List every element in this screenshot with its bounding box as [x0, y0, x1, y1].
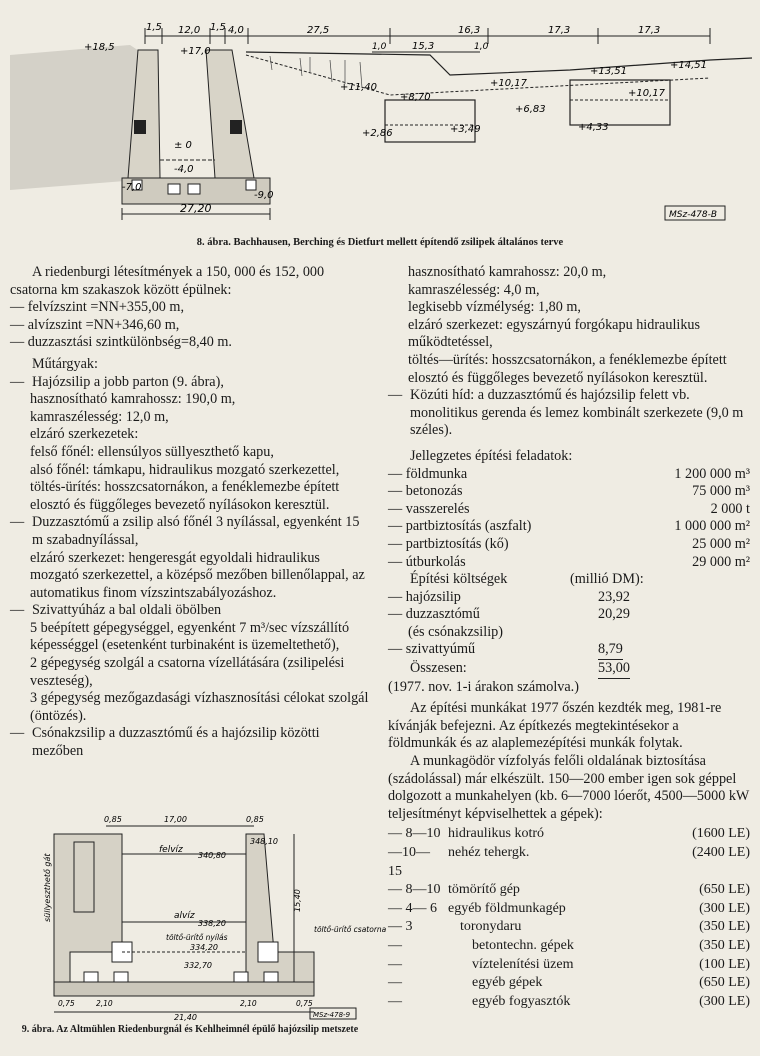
machine-label: egyéb gépek [472, 975, 543, 991]
fig8-width: 27,20 [180, 202, 212, 215]
total-label: Összesen: [410, 660, 467, 677]
level-5: +10,17 [490, 78, 528, 89]
boat-line: elzáró szerkezet: egyszárnyú forgókapu hidraulikus működtetéssel, [408, 316, 701, 351]
machine-count: — [388, 956, 402, 972]
machine-row [388, 881, 750, 900]
dim-sub-3: 1,0 [474, 42, 489, 52]
machine-power: (350 LE) [699, 937, 750, 953]
level-4: +8,70 [400, 92, 431, 103]
machine-row [388, 993, 750, 1012]
cost-value: 23,92 [598, 588, 630, 605]
machine-power: (300 LE) [699, 900, 750, 916]
fig9-ref: MSz-478-9 [313, 1011, 351, 1019]
paragraph-2: A munkagödör vízfolyás felőli oldalának biztosítása (szádolással) már elkészült. 150—200 ember igen sok géppel dolgozott a munkahelyen (kb. 6—7000 lóerőt, 4500—5000 kW teljesítményt képviselhettek a gépek): [388, 753, 750, 822]
task-value: 25 000 m² [692, 535, 750, 552]
machine-power: (100 LE) [699, 956, 750, 972]
level-9: +13,51 [590, 66, 628, 77]
machine-count: — 3 [388, 919, 413, 935]
task-row [388, 501, 750, 519]
left-gate-label: süllyeszthető gát [43, 853, 52, 922]
canal-label: töltő-ürítő csatorna [314, 925, 387, 934]
level-1: +18,5 [84, 42, 115, 53]
task-value: 29 000 m² [692, 553, 750, 570]
task-value: 1 000 000 m² [674, 518, 750, 535]
lock-line: alsó főnél: támkapu, hidraulikus mozgató szerkezettel, [30, 461, 340, 478]
level-15: -7,0 [122, 182, 142, 193]
lock-line: kamraszélesség: 12,0 m, [30, 408, 169, 425]
bridge-text: Közúti híd: a duzzasztómű és hajózsilip felett vb. monolitikus gerenda és lemez kombinált szerkezete (9,0 m széles). [410, 387, 744, 439]
level-3: +11,40 [340, 82, 378, 93]
param-1: — felvízszint =NN+355,00 m, [10, 299, 185, 316]
fig8-ref: MSz-478-B [669, 210, 718, 220]
pump-line: 3 gépegység mezőgazdasági vízhasznosítási célokat szolgál (öntözés). [30, 690, 369, 724]
cost-row [388, 641, 750, 660]
dim-top-5: 27,5 [307, 25, 330, 36]
machine-label: tömörítő gép [448, 882, 520, 898]
machine-label: toronydaru [460, 919, 522, 935]
lock-line: hasznosítható kamrahossz: 190,0 m, [30, 391, 236, 408]
felviz-label: felvíz [159, 845, 183, 855]
param-2: — alvízszint =NN+346,60 m, [10, 316, 180, 333]
boat-line: hasznosítható kamrahossz: 20,0 m, [408, 264, 607, 280]
machine-label: betontechn. gépek [472, 937, 574, 953]
cost-label: — duzzasztómű [388, 606, 480, 623]
tasks-title: Jellegzetes építési feladatok: [410, 447, 573, 464]
boat-line: legkisebb vízmélység: 1,80 m, [408, 299, 581, 316]
level-13: ± 0 [174, 140, 192, 151]
level-7: +3,49 [450, 124, 481, 135]
total-row [388, 660, 750, 679]
lock-title: Hajózsilip a jobb parton (9. ábra), [32, 373, 224, 390]
weir-line: elzáró szerkezet: hengeresgát egyoldali hidraulikus mozgató szerkezettel, a középső mezőben billenőlappal, az automatikus finom vízszintszabályozáshoz. [30, 549, 365, 601]
height-label: 15,40 [293, 889, 302, 912]
level-10: +14,51 [670, 60, 708, 71]
machine-power: (2400 LE) [692, 845, 750, 860]
price-note: (1977. nov. 1-i árakon számolva.) [388, 678, 579, 695]
task-value: 1 200 000 m³ [674, 465, 750, 482]
machine-label: víztelenítési üzem [472, 956, 574, 972]
dim-sub-1: 1,0 [372, 42, 387, 52]
bottom-dim-2: 2,10 [96, 999, 113, 1008]
level-14: -4,0 [174, 164, 194, 175]
task-value: 75 000 m³ [692, 483, 750, 500]
task-row [388, 483, 750, 501]
lock-line: töltés-ürítés: hosszcsatornákon, a fenéklemezbe épített elosztó és függőleges bevezető nyílásokon keresztül. [30, 479, 340, 513]
dim-sub-2: 15,3 [412, 41, 435, 52]
weir-title: Duzzasztómű a zsilip alsó főnél 3 nyílással, egyenként 15 m szabadnyílással, [32, 514, 360, 548]
pump-line: 5 beépített gépegységgel, egyenként 7 m³/sec vízszállító képességgel (esetenként turbinaként is üzemeltethető), [30, 619, 350, 654]
cost-value: 20,29 [598, 606, 630, 623]
machine-count: — [388, 975, 402, 991]
level-16: -9,0 [254, 190, 274, 201]
task-label: — betonozás [388, 483, 463, 500]
task-label: — földmunka [388, 465, 468, 482]
dim-top-1: 1,5 [146, 22, 162, 33]
figure-8-caption: 8. ábra. Bachhausen, Berching és Dietfurt mellett építendő zsilipek általános terve [196, 237, 564, 248]
machine-row [388, 900, 750, 919]
machine-count: — 8—10 [388, 826, 441, 842]
right-level: 348,10 [250, 837, 278, 846]
machine-power: (650 LE) [699, 975, 750, 991]
level-8: +2,86 [362, 128, 393, 139]
param-3: — duzzasztási szintkülönbség=8,40 m. [10, 334, 232, 351]
machine-row [388, 825, 750, 844]
bottom-dim-3: 2,10 [240, 999, 257, 1008]
cost-label: — szivattyúmű [388, 641, 476, 658]
pump-line: 2 gépegység szolgál a csatorna vízellátására (zsilipelési veszteség), [30, 655, 345, 689]
dim-top-2: 12,0 [178, 25, 201, 36]
machine-label: nehéz tehergk. [448, 845, 530, 860]
machine-row [388, 956, 750, 975]
machine-count: — [388, 993, 402, 1009]
bottom-level: 332,70 [184, 961, 212, 970]
bottom-dim-4: 0,75 [296, 999, 313, 1008]
figure-8-drawing [10, 0, 752, 240]
left-column: A riedenburgi létesítmények a 150, 000 és 152, 000 csatorna km szakaszok között épülnek: — felvízszint =NN+355,00 m, — alvízszint =NN+346,60 m, — duzzasztási szintkülönbség=8,40 m. Műtárgyak: — Hajózsilip a jobb parton (9. ábra), hasznosítható kamrahossz: 190,0 m, kamraszélesség: 12,0 m, elzáró szerkezetek: felső főnél: ellensúlyos süllyeszthető kapu, alsó főnél: támkapu, hidraulikus mozgató szerkezettel, töltés-ürítés: hosszcsatornákon, a fenéklemezbe épített elosztó és függőleges bevezető nyílásokon keresztül. — Duzzasztómű a zsilip alsó főnél 3 nyílással, egyenként 15 m szabadnyílással, elzáró szerkezet: hengeresgát egyoldali hidraulikus mozgató szerkezettel, a középső mezőben billenőlappal, az automatikus finom vízszintszabályozáshoz. — Szivattyúház a bal oldali öbölben 5 beépített gépegységgel, egyenként 7 m³/sec vízszállító képességgel (esetenként turbinaként is üzemeltethető), 2 gépegység szolgál a csatorna vízellátására (zsilipelési veszteség), 3 gépegység mezőgazdasági vízhasznosítási célokat szolgál (öntözés). — Csónakzsilip a duzzasztómű és a hajózsilip közötti mezőben [10, 264, 369, 760]
boat-lock-title: Csónakzsilip a duzzasztómű és a hajózsilip közötti mezőben [32, 725, 320, 760]
level-6: +6,83 [515, 104, 546, 115]
machine-count: — 4— 6 [388, 900, 437, 916]
lock-line: elzáró szerkezetek: [30, 426, 139, 443]
cost-label: — hajózsilip [388, 588, 461, 605]
machine-power: (1600 LE) [692, 826, 750, 842]
felviz-level: 340,80 [198, 851, 226, 860]
costs-header [388, 571, 750, 589]
task-row [388, 536, 750, 554]
dim-top-7: 17,3 [548, 25, 571, 36]
fig9-width: 21,40 [174, 1013, 197, 1022]
dim-top-6: 16,3 [458, 25, 481, 36]
pump-title: Szivattyúház a bal oldali öbölben [32, 602, 222, 619]
figure-9-caption: 9. ábra. Az Altmühlen Riedenburgnál és Kehlheimnél épülő hajózsilip metszete [21, 1024, 359, 1035]
paragraph-1: Az építési munkákat 1977 őszén kezdték meg, 1981-re kívánják befejezni. Az építkezés megtekintésekor a földmunkák és az alaplemezépítési munkák folytak. [388, 700, 722, 752]
task-row [388, 518, 750, 536]
boat-line: töltés—ürítés: hosszcsatornákon, a fenéklemezbe épített elosztó és függőleges bevezető nyílásokon keresztül. [408, 351, 727, 386]
right-column: hasznosítható kamrahossz: 20,0 m, kamraszélesség: 4,0 m, legkisebb vízmélység: 1,80 m, elzáró szerkezet: egyszárnyú forgókapu hidraulikus működtetéssel, töltés—ürítés: hosszcsatornákon, a fenéklemezbe épített elosztó és függőleges bevezető nyílásokon keresztül. — Közúti híd: a duzzasztómű és hajózsilip felett vb. monolitikus gerenda és lemez kombinált szerkezete (9,0 m széles). Jellegzetes építési feladatok: — földmunka 1 200 000 m³ — betonozás 75 000 m³ — vasszerelés 2 000 t — partbiztosítás (aszfalt) 1 000 000 m² — partbiztosítás (kő) 25 000 m² — útburkolás 29 000 m² Építési költségek (millió DM): — hajózsilip 23,92 — duzzasztómű 20,29 (és csónakzsilip) — szivattyúmű 8,79 Összesen: 53,00 (1977. nov. 1-i árakon számolva.) Az építési munkákat 1977 őszén kezdték meg, 1981-re kívánják befejezni. Az építkezés megtekintésekor a földmunkák és az alaplemezépítési munkák folytak. A munkagödör vízfolyás felőli oldalának biztosítása (szádolással) már elkészült. 150—200 ember igen sok géppel dolgozott a munkahelyen (kb. 6—7000 lóerőt, 4500—5000 kW teljesítményt képviselhettek a gépek): — 8—10 hidraulikus kotró (1600 LE) —10—15 nehéz tehergk. (2400 LE) — 8—10 tömörítő gép (650 LE) — 4— 6 egyéb földmunkagép (300 LE) — 3 toronydaru (350 LE) — betontechn. gépek (350 LE) — víztelenítési üzem (100 LE) — egyéb gépek (650 LE) — egyéb fogyasztók (300 LE) [388, 264, 750, 1011]
machine-label: hidraulikus kotró [448, 826, 545, 842]
lock-line: felső főnél: ellensúlyos süllyeszthető kapu, [30, 443, 274, 460]
dim-top-3: 1,5 [210, 22, 226, 33]
task-value: 2 000 t [710, 500, 750, 517]
task-label: — partbiztosítás (aszfalt) [388, 518, 532, 535]
cost-row [388, 589, 750, 607]
figure-9-drawing [14, 812, 387, 1022]
cost-row [388, 624, 750, 642]
machine-power: (350 LE) [699, 919, 750, 935]
fig9-dim-2: 17,00 [164, 815, 187, 824]
bottom-dim-1: 0,75 [58, 999, 75, 1008]
dim-top-8: 17,3 [638, 25, 661, 36]
fig9-dim-3: 0,85 [246, 815, 264, 824]
machine-power: (300 LE) [699, 993, 750, 1009]
level-12: +4,33 [578, 122, 609, 133]
fill-level: 334,20 [190, 943, 218, 952]
task-row [388, 554, 750, 572]
machine-label: egyéb földmunkagép [448, 900, 566, 916]
level-11: +10,17 [628, 88, 666, 99]
alviz-label: alvíz [174, 911, 195, 921]
machine-label: egyéb fogyasztók [472, 993, 571, 1009]
task-label: — partbiztosítás (kő) [388, 535, 509, 552]
boat-line: kamraszélesség: 4,0 m, [408, 281, 540, 298]
cost-label: (és csónakzsilip) [408, 623, 503, 640]
machine-count: — [388, 937, 402, 953]
machine-row [388, 974, 750, 993]
fill-label: töltő-ürítő nyílás [166, 933, 228, 942]
task-label: — útburkolás [388, 553, 466, 570]
task-label: — vasszerelés [388, 500, 470, 517]
costs-title: Építési költségek [410, 571, 508, 588]
intro-paragraph: A riedenburgi létesítmények a 150, 000 és 152, 000 csatorna km szakaszok között épülnek: [10, 264, 325, 298]
total-value: 53,00 [598, 660, 630, 679]
dim-top-4: 4,0 [228, 25, 244, 36]
fig9-dim-1: 0,85 [104, 815, 122, 824]
machine-count: —10—15 [388, 845, 430, 879]
machine-row [388, 844, 750, 881]
machine-count: — 8—10 [388, 882, 441, 898]
machine-row [388, 918, 750, 937]
cost-value: 8,79 [598, 641, 623, 660]
machine-row [388, 937, 750, 956]
level-2: +17,0 [180, 46, 211, 57]
cost-row [388, 606, 750, 624]
works-title: Műtárgyak: [32, 355, 98, 372]
machine-power: (650 LE) [699, 882, 750, 898]
costs-unit: (millió DM): [570, 571, 644, 588]
task-row [388, 466, 750, 484]
alviz-level: 338,20 [198, 919, 226, 928]
